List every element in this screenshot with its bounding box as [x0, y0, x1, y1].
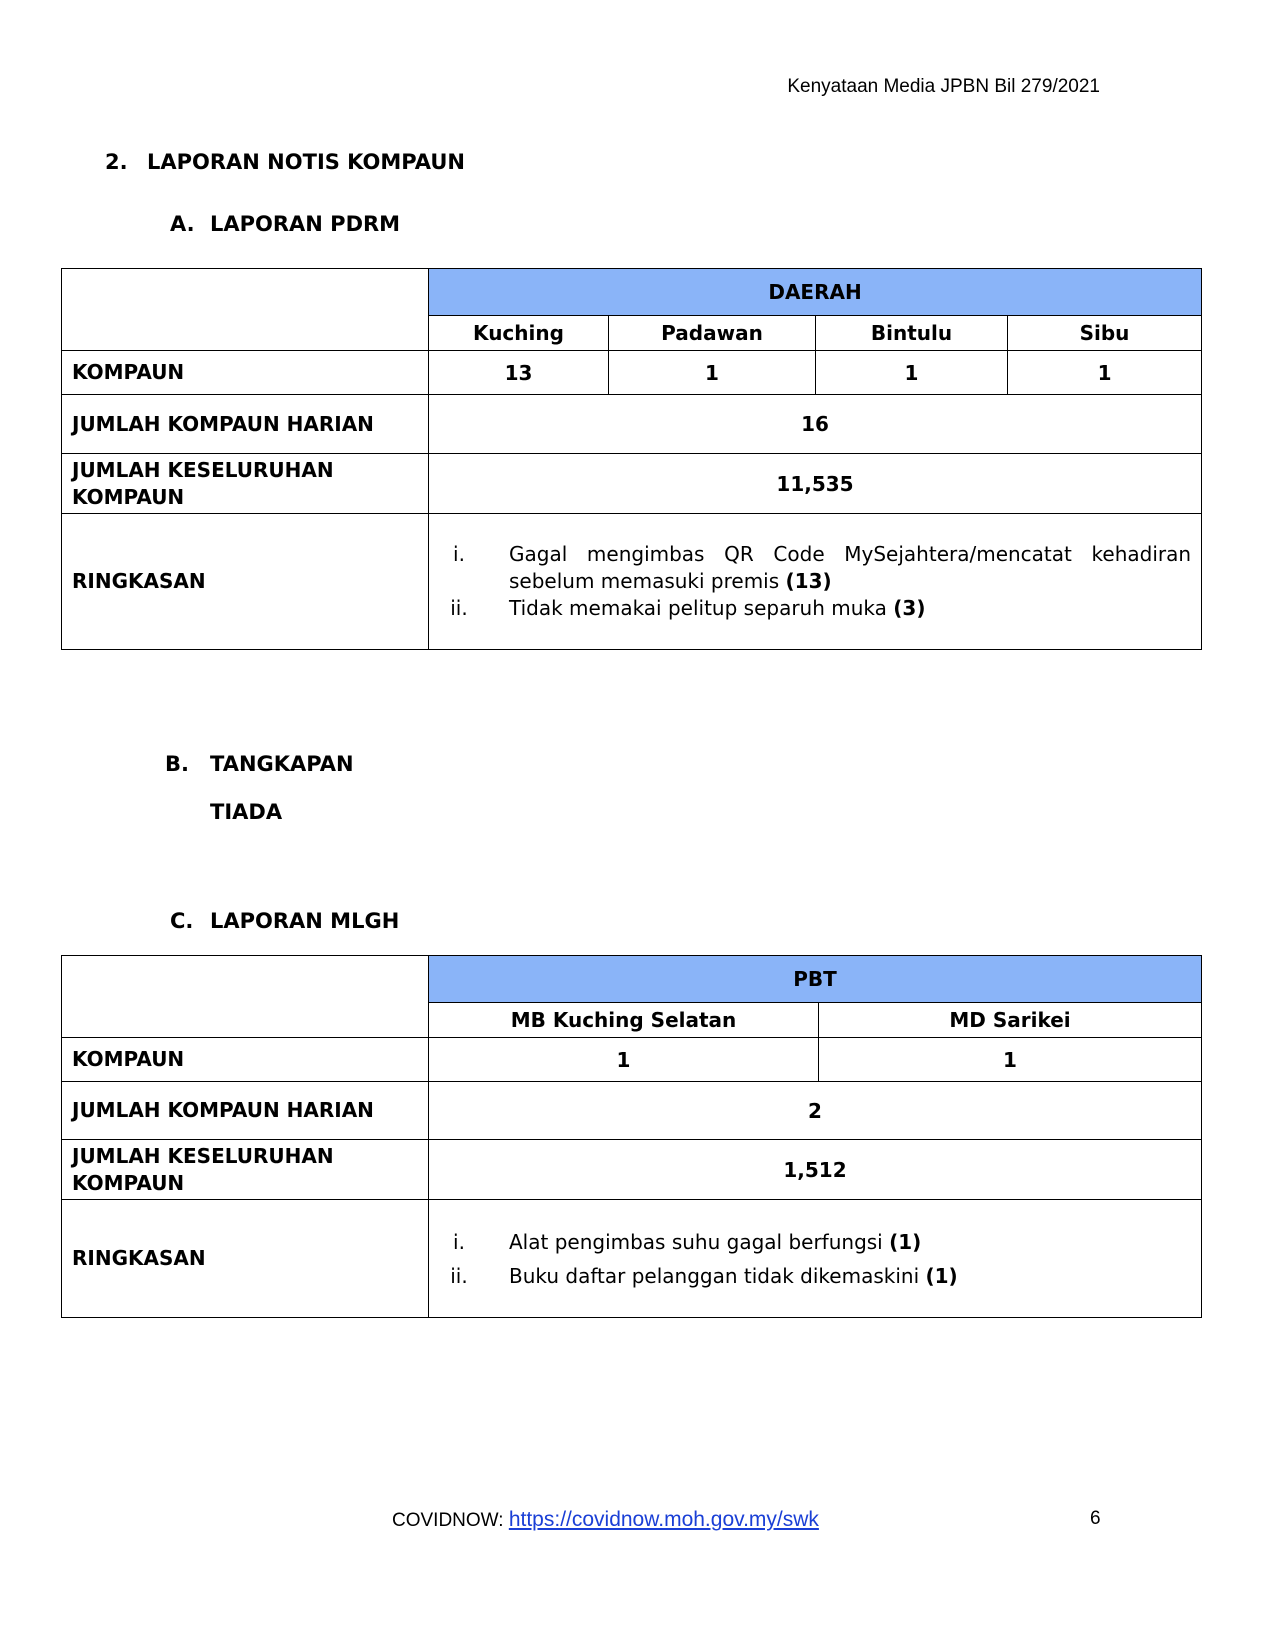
- column-header-padawan: Padawan: [609, 316, 816, 351]
- list-text: Buku daftar pelanggan tidak dikemaskini: [509, 1263, 920, 1288]
- list-count: (3): [893, 596, 926, 620]
- list-item: [429, 595, 1191, 622]
- list-numeral: i.: [453, 542, 465, 566]
- pdrm-title: LAPORAN PDRM: [210, 212, 401, 236]
- tangkapan-title: TANGKAPAN: [210, 752, 354, 776]
- harian-value: 16: [429, 395, 1202, 454]
- list-text: Alat pengimbas suhu gagal berfungsi: [509, 1229, 883, 1254]
- kompaun-bintulu: 1: [816, 351, 1008, 395]
- kompaun-kuching: 13: [429, 351, 609, 395]
- tangkapan-value: TIADA: [210, 800, 283, 824]
- ringkasan-label: RINGKASAN: [62, 514, 429, 650]
- page-number: 6: [1090, 1508, 1101, 1529]
- kompaun-label: KOMPAUN: [62, 1038, 429, 1082]
- footer-label: COVIDNOW:: [392, 1510, 504, 1531]
- column-header-mb-kuching-selatan: MB Kuching Selatan: [429, 1003, 819, 1038]
- pbt-header: PBT: [429, 956, 1202, 1003]
- footer: [392, 1508, 819, 1532]
- list-numeral: i.: [453, 1229, 465, 1254]
- kompaun-label: KOMPAUN: [62, 351, 429, 395]
- list-count: (13): [785, 569, 832, 593]
- table-corner: [62, 269, 429, 351]
- keseluruhan-value: 11,535: [429, 454, 1202, 514]
- list-count: (1): [925, 1263, 958, 1288]
- list-item: [429, 1225, 1191, 1259]
- list-item: [429, 1259, 1191, 1293]
- pdrm-heading: [170, 212, 400, 236]
- kompaun-sibu: 1: [1008, 351, 1202, 395]
- list-count: (1): [889, 1229, 922, 1254]
- column-header-sibu: Sibu: [1008, 316, 1202, 351]
- ringkasan-list: [429, 1200, 1202, 1318]
- covidnow-link[interactable]: https://covidnow.moh.gov.my/swk: [508, 1508, 819, 1531]
- mlgh-heading: [170, 909, 399, 933]
- kompaun-mb-kuching-selatan: 1: [429, 1038, 819, 1082]
- kompaun-padawan: 1: [609, 351, 816, 395]
- ringkasan-label: RINGKASAN: [62, 1200, 429, 1318]
- pdrm-letter: A.: [170, 212, 195, 236]
- tangkapan-heading: [165, 752, 354, 776]
- ringkasan-list: [429, 514, 1202, 650]
- tangkapan-letter: B.: [165, 752, 189, 776]
- harian-value: 2: [429, 1082, 1202, 1140]
- list-numeral: ii.: [450, 1263, 468, 1288]
- list-numeral: ii.: [450, 596, 468, 620]
- column-header-bintulu: Bintulu: [816, 316, 1008, 351]
- section-number: 2.: [105, 150, 128, 174]
- mlgh-letter: C.: [170, 909, 194, 933]
- mlgh-table: [61, 955, 1202, 1318]
- section-title: LAPORAN NOTIS KOMPAUN: [147, 150, 465, 174]
- document-reference: Kenyataan Media JPBN Bil 279/2021: [787, 76, 1100, 97]
- keseluruhan-label: JUMLAH KESELURUHAN KOMPAUN: [62, 1140, 429, 1200]
- kompaun-md-sarikei: 1: [819, 1038, 1202, 1082]
- column-header-kuching: Kuching: [429, 316, 609, 351]
- harian-label: JUMLAH KOMPAUN HARIAN: [62, 1082, 429, 1140]
- list-text: Gagal mengimbas QR Code MySejahtera/mencatat kehadiran sebelum memasuki premis: [509, 542, 1192, 593]
- column-header-md-sarikei: MD Sarikei: [819, 1003, 1202, 1038]
- pdrm-table: [61, 268, 1202, 650]
- daerah-header: DAERAH: [429, 269, 1202, 316]
- section-heading: [105, 150, 465, 174]
- keseluruhan-value: 1,512: [429, 1140, 1202, 1200]
- harian-label: JUMLAH KOMPAUN HARIAN: [62, 395, 429, 454]
- keseluruhan-label: JUMLAH KESELURUHAN KOMPAUN: [62, 454, 429, 514]
- mlgh-title: LAPORAN MLGH: [210, 909, 400, 933]
- table-corner: [62, 956, 429, 1038]
- list-text: Tidak memakai pelitup separuh muka: [509, 596, 887, 620]
- list-item: [429, 541, 1191, 595]
